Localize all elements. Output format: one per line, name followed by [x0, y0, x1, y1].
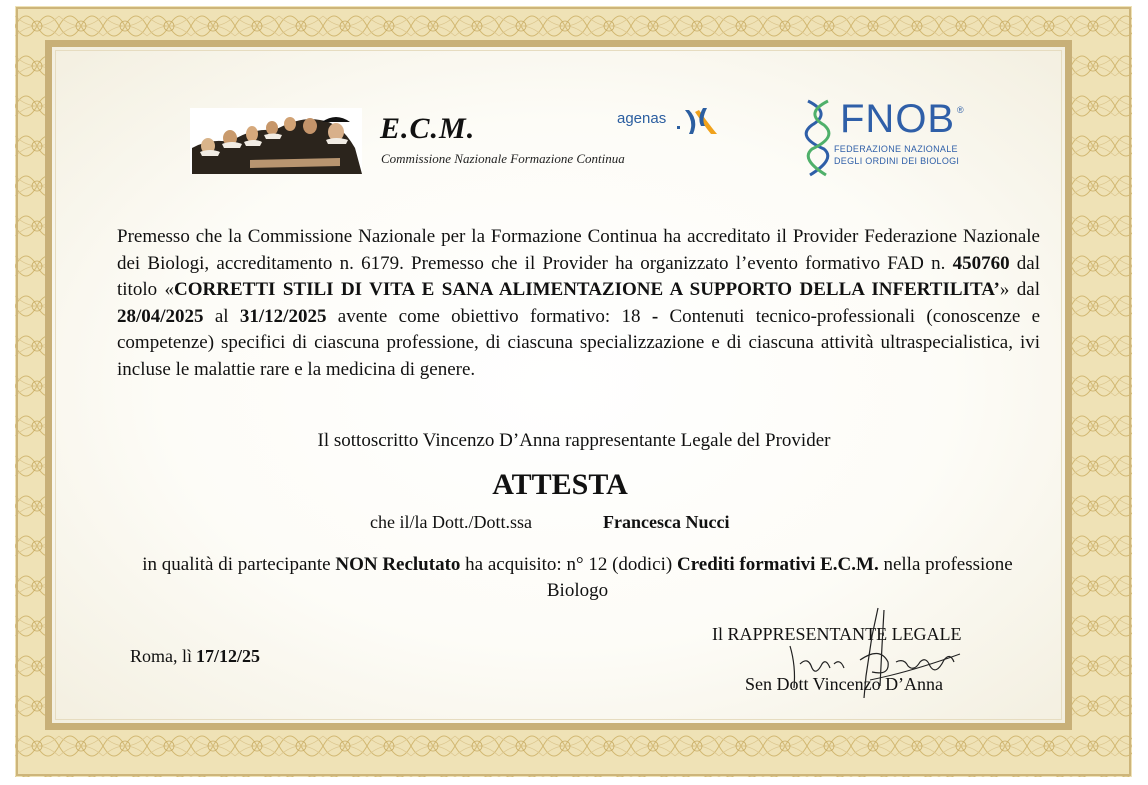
fnob-wordmark: FNOB [840, 97, 956, 141]
fnob-logo [802, 97, 972, 179]
place-date [130, 646, 260, 667]
dna-helix-icon [802, 99, 834, 177]
event-date-from: 28/04/2025 [117, 305, 204, 327]
event-title: CORRETTI STILI DI VITA E SANA ALIMENTAZIONE A SUPPORTO DELLA INFERTILITA’ [174, 279, 1000, 301]
premise-text-5: avente come obiettivo formativo: 18 [326, 305, 652, 327]
credits-text-1: in qualità di partecipante [142, 554, 336, 575]
premise-text-4: al [203, 305, 240, 327]
event-date-to: 31/12/2025 [239, 305, 327, 327]
fnob-subtitle-line1: FEDERAZIONE NAZIONALE [834, 144, 958, 154]
ecm-painting-logo [190, 108, 362, 174]
ecm-subtitle: Commissione Nazionale Formazione Continua [381, 151, 625, 166]
credits-paragraph [115, 552, 1040, 604]
ecm-title: E.C.M. [380, 112, 476, 145]
participant-status: NON Reclutato [335, 554, 461, 575]
attesta-heading: ATTESTA [492, 468, 628, 501]
dott-label: che il/la Dott./Dott.ssa [370, 512, 532, 532]
fnob-registered-mark: ® [957, 105, 964, 115]
handwritten-signature [760, 606, 990, 701]
credits-text-3: nella professione Biologo [546, 554, 1013, 601]
issue-date: 17/12/25 [196, 646, 261, 666]
agenas-mark-icon [677, 106, 719, 138]
objective-dash: - [651, 305, 659, 327]
premise-text-2: dal titolo « [117, 252, 1040, 301]
premise-text-6: Contenuti tecnico-professionali (conoscenze e competenze) specifici di ciascuna professione, di ciascuna specializzazione e di ciascuna attività ultraspecialistica, ivi incluse le malattie rare e la medicina di genere. [117, 305, 1040, 380]
premise-text-1: Premesso che la Commissione Nazionale per la Formazione Continua ha accreditato il Provider Federazione Nazionale dei Biologi, accreditamento n. 6179. Premesso che il Provider ha organizzato l’evento formativo FAD n. [117, 226, 1040, 274]
signer-line: Il sottoscritto Vincenzo D’Anna rappresentante Legale del Provider [317, 430, 831, 451]
premise-text-3: » dal [999, 279, 1040, 301]
fnob-subtitle-line2: DEGLI ORDINI DEI BIOLOGI [834, 156, 960, 166]
agenas-logo-text: agenas [617, 110, 667, 127]
representative-name: Sen Dott Vincenzo D’Anna [745, 674, 944, 694]
premise-paragraph [117, 224, 1040, 384]
participant-name: Francesca Nucci [603, 512, 730, 532]
credits-text-2: ha acquisito: n° 12 (dodici) [460, 554, 677, 575]
credits-label: Crediti formativi E.C.M. [676, 554, 879, 575]
place-label: Roma, lì [130, 646, 192, 666]
representative-title: Il RAPPRESENTANTE LEGALE [712, 624, 962, 644]
event-number: 450760 [952, 252, 1010, 274]
